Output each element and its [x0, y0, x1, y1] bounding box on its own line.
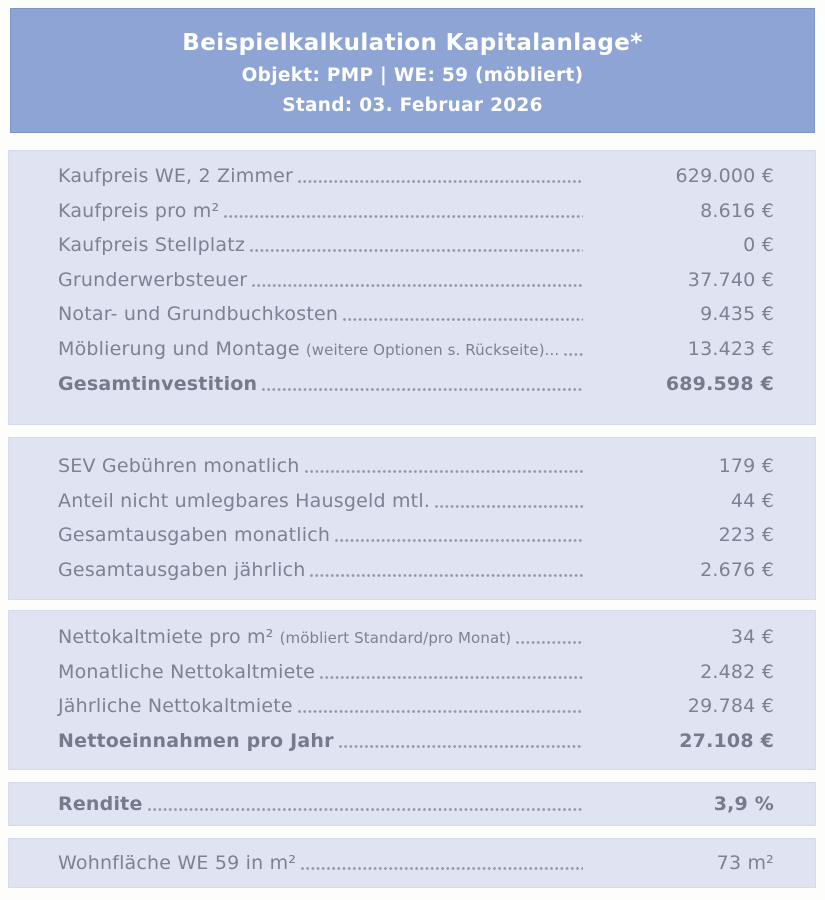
table-row	[58, 620, 774, 655]
row-value: 0 €	[743, 234, 774, 257]
row-value: 37.740 €	[687, 268, 774, 291]
table-row	[58, 553, 774, 588]
section-expenses	[8, 437, 816, 600]
dotted-leader	[301, 867, 583, 870]
row-value: 73 m²	[716, 852, 774, 874]
row-label: Jährliche Nettokaltmiete	[58, 695, 293, 718]
table-row	[58, 449, 774, 484]
dotted-leader	[564, 353, 583, 356]
row-label: Gesamtausgaben jährlich	[58, 558, 306, 581]
row-label: Kaufpreis pro m²	[58, 199, 220, 222]
row-label: Möblierung und Montage	[58, 337, 300, 360]
table-row	[58, 689, 774, 724]
table-row	[58, 159, 774, 194]
table-row	[58, 194, 774, 229]
table-row	[58, 846, 774, 881]
row-label: Monatliche Nettokaltmiete	[58, 660, 316, 683]
section-investment	[8, 150, 816, 425]
row-label: Gesamtinvestition	[58, 372, 258, 395]
dotted-leader	[339, 745, 583, 748]
row-label: Rendite	[58, 793, 143, 815]
section-area	[8, 838, 816, 888]
row-value: 13.423 €	[687, 337, 774, 360]
row-value: 2.482 €	[700, 660, 774, 683]
table-row	[58, 484, 774, 519]
row-value: 689.598 €	[665, 372, 774, 395]
dotted-leader	[516, 641, 583, 644]
dotted-leader	[320, 676, 583, 679]
dotted-leader	[335, 539, 583, 542]
table-row	[58, 228, 774, 263]
row-value: 27.108 €	[679, 729, 774, 752]
dotted-leader	[305, 470, 583, 473]
page-title: Beispielkalkulation Kapitalanlage*	[182, 30, 643, 56]
table-row	[58, 263, 774, 298]
row-value: 8.616 €	[700, 199, 774, 222]
row-label: Notar- und Grundbuchkosten	[58, 303, 339, 326]
row-value: 629.000 €	[675, 165, 774, 187]
dotted-leader	[148, 808, 583, 811]
table-row	[58, 518, 774, 553]
dotted-leader	[298, 710, 583, 713]
row-label: Grunderwerbsteuer	[58, 268, 248, 291]
dotted-leader	[262, 388, 583, 391]
table-row-total	[58, 367, 774, 402]
dotted-leader	[252, 284, 583, 287]
row-label: Wohnfläche WE 59 in m²	[58, 852, 297, 874]
row-note: (möbliert Standard/pro Monat)	[279, 629, 512, 647]
row-value: 179 €	[718, 455, 774, 477]
row-value: 34 €	[730, 626, 774, 648]
row-value: 9.435 €	[700, 303, 774, 326]
row-label: Kaufpreis Stellplatz	[58, 234, 246, 257]
row-label: SEV Gebühren monatlich	[58, 455, 300, 477]
section-yield	[8, 782, 816, 826]
dotted-leader	[435, 505, 583, 508]
row-label: Anteil nicht umlegbares Hausgeld mtl.	[58, 489, 431, 512]
row-label: Kaufpreis WE, 2 Zimmer	[58, 165, 294, 187]
dotted-leader	[224, 215, 583, 218]
row-label: Nettoeinnahmen pro Jahr	[58, 729, 334, 752]
dotted-leader	[310, 574, 583, 577]
header-object-line: Objekt: PMP | WE: 59 (möbliert)	[241, 65, 584, 86]
row-label: Gesamtausgaben monatlich	[58, 524, 331, 547]
row-value: 44 €	[730, 489, 774, 512]
section-rent	[8, 610, 816, 770]
row-value: 29.784 €	[687, 695, 774, 718]
row-label: Nettokaltmiete pro m²	[58, 626, 274, 648]
table-row-total	[58, 724, 774, 759]
table-row	[58, 297, 774, 332]
dotted-leader	[298, 180, 583, 183]
dotted-leader	[250, 249, 583, 252]
row-value: 3,9 %	[713, 793, 774, 815]
dotted-leader	[343, 318, 583, 321]
table-row	[58, 655, 774, 690]
row-value: 223 €	[718, 524, 774, 547]
header-block	[10, 8, 815, 133]
table-row	[58, 332, 774, 367]
row-value: 2.676 €	[700, 558, 774, 581]
table-row-total	[58, 787, 774, 822]
row-note: (weitere Optionen s. Rückseite)...	[305, 340, 560, 359]
header-date-line: Stand: 03. Februar 2026	[282, 95, 543, 116]
